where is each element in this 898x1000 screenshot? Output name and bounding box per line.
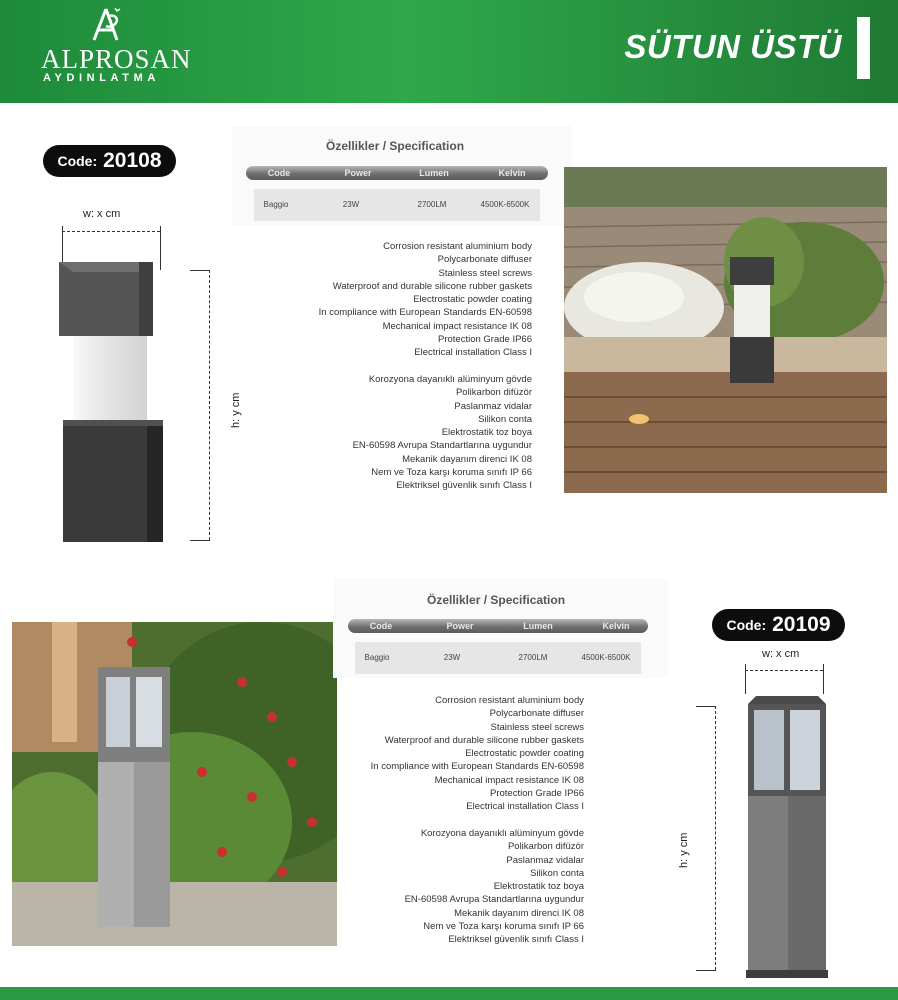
page-footer-bar bbox=[0, 987, 898, 1000]
spec-title: Özellikler / Specification bbox=[326, 139, 465, 153]
feature-tr: Polikarbon difüzör bbox=[455, 387, 532, 399]
width-dimension-line bbox=[745, 670, 823, 671]
height-dimension-line bbox=[209, 270, 210, 540]
feature-en: Polycarbonate diffuser bbox=[437, 254, 532, 266]
feature-tr: Paslanmaz vidalar bbox=[454, 400, 532, 412]
spec-cell-code: Baggio bbox=[263, 200, 289, 209]
spec-header-lumen: Lumen bbox=[523, 621, 553, 631]
height-label: h: y cm bbox=[678, 832, 690, 868]
feature-en: Electrical installation Class I bbox=[414, 347, 532, 359]
feature-en: Stainless steel screws bbox=[490, 721, 584, 733]
feature-en: In compliance with European Standards EN-60598 bbox=[318, 307, 532, 319]
spec-cell-power: 23W bbox=[342, 200, 360, 209]
feature-en: Protection Grade IP66 bbox=[490, 788, 584, 800]
code-number: 20108 bbox=[103, 149, 162, 172]
features-turkish bbox=[353, 373, 532, 493]
feature-tr: Silikon conta bbox=[530, 867, 584, 879]
height-tick-bottom bbox=[190, 540, 210, 541]
feature-tr: Korozyona dayanıklı alüminyum gövde bbox=[368, 374, 532, 385]
product-code-badge bbox=[712, 609, 845, 641]
feature-tr: Nem ve Toza karşı koruma sınıfı IP 66 bbox=[423, 921, 584, 933]
page-title: SÜTUN ÜSTÜ bbox=[624, 28, 842, 65]
code-number: 20109 bbox=[772, 613, 831, 636]
spec-cell-lumen: 2700LM bbox=[518, 653, 548, 662]
feature-en: Protection Grade IP66 bbox=[438, 334, 532, 346]
height-tick-top bbox=[696, 706, 716, 707]
feature-tr: Polikarbon difüzör bbox=[507, 841, 584, 853]
feature-en: Polycarbonate diffuser bbox=[489, 708, 584, 720]
width-tick-left bbox=[745, 664, 746, 694]
feature-en: Electrostatic powder coating bbox=[413, 294, 532, 306]
feature-en: Mechanical impact resistance IK 08 bbox=[382, 320, 532, 332]
spec-cell-lumen: 2700LM bbox=[417, 200, 447, 209]
spec-cell-code: Baggio bbox=[364, 653, 390, 662]
feature-tr: Silikon conta bbox=[478, 413, 532, 425]
height-tick-bottom bbox=[696, 970, 716, 971]
feature-tr: Elektrostatik toz boya bbox=[441, 427, 532, 439]
spec-panel bbox=[232, 126, 572, 226]
spec-header-kelvin: Kelvin bbox=[602, 621, 630, 631]
feature-tr: Mekanik dayanım direnci IK 08 bbox=[454, 907, 584, 919]
spec-header-power: Power bbox=[344, 168, 372, 178]
brand-name: ALPROSAN bbox=[41, 44, 192, 74]
spec-cell-power: 23W bbox=[443, 653, 461, 662]
spec-cell-kelvin: 4500K-6500K bbox=[480, 200, 530, 209]
spec-header-code: Code bbox=[267, 168, 291, 178]
features-turkish bbox=[405, 827, 584, 947]
spec-row bbox=[355, 642, 641, 674]
feature-en: Stainless steel screws bbox=[438, 267, 532, 279]
product-photo-garden-flowers bbox=[12, 622, 337, 946]
bollard-light-20108 bbox=[55, 258, 170, 548]
features-english bbox=[319, 240, 532, 360]
spec-header-lumen: Lumen bbox=[419, 168, 449, 178]
feature-tr: EN-60598 Avrupa Standartlarına uygundur bbox=[404, 894, 584, 906]
product-code-badge bbox=[43, 145, 176, 177]
feature-tr: Nem ve Toza karşı koruma sınıfı IP 66 bbox=[371, 467, 532, 479]
width-tick-right bbox=[823, 664, 824, 694]
feature-en: Corrosion resistant aluminium body bbox=[383, 241, 532, 252]
bollard-light-20109 bbox=[742, 694, 830, 980]
width-dimension-line bbox=[62, 231, 160, 232]
feature-tr: Korozyona dayanıklı alüminyum gövde bbox=[420, 828, 584, 839]
height-label: h: y cm bbox=[230, 392, 242, 428]
spec-header-power: Power bbox=[446, 621, 474, 631]
code-label: Code: bbox=[57, 153, 98, 169]
spec-row bbox=[254, 189, 540, 221]
feature-en: In compliance with European Standards EN-60598 bbox=[370, 761, 584, 773]
feature-en: Electrostatic powder coating bbox=[465, 748, 584, 760]
feature-tr: Elektrostatik toz boya bbox=[493, 881, 584, 893]
page-header bbox=[0, 0, 898, 103]
height-tick-top bbox=[190, 270, 210, 271]
brand-subtitle: AYDINLATMA bbox=[43, 72, 160, 84]
feature-tr: Elektriksel güvenlik sınıfı Class I bbox=[396, 480, 532, 492]
feature-tr: Paslanmaz vidalar bbox=[506, 854, 584, 866]
width-label: w: x cm bbox=[83, 208, 121, 220]
feature-en: Waterproof and durable silicone rubber gaskets bbox=[384, 734, 584, 746]
spec-header bbox=[348, 619, 648, 633]
width-label: w: x cm bbox=[762, 648, 800, 660]
spec-cell-kelvin: 4500K-6500K bbox=[581, 653, 631, 662]
spec-header bbox=[246, 166, 548, 180]
feature-en: Mechanical impact resistance IK 08 bbox=[434, 774, 584, 786]
spec-panel bbox=[333, 578, 668, 678]
feature-tr: Mekanik dayanım direnci IK 08 bbox=[402, 453, 532, 465]
height-dimension-line bbox=[715, 706, 716, 970]
title-accent-bar bbox=[857, 17, 870, 79]
feature-en: Electrical installation Class I bbox=[466, 801, 584, 813]
feature-en: Corrosion resistant aluminium body bbox=[435, 695, 584, 706]
feature-tr: EN-60598 Avrupa Standartlarına uygundur bbox=[352, 440, 532, 452]
features-english bbox=[371, 694, 584, 814]
spec-header-kelvin: Kelvin bbox=[498, 168, 526, 178]
feature-tr: Elektriksel güvenlik sınıfı Class I bbox=[448, 934, 584, 946]
feature-en: Waterproof and durable silicone rubber gaskets bbox=[332, 280, 532, 292]
product-photo-garden-wall bbox=[564, 167, 887, 493]
spec-header-code: Code bbox=[369, 621, 393, 631]
alprosan-logo-mark bbox=[86, 6, 126, 46]
code-label: Code: bbox=[726, 617, 767, 633]
spec-title: Özellikler / Specification bbox=[427, 593, 566, 607]
